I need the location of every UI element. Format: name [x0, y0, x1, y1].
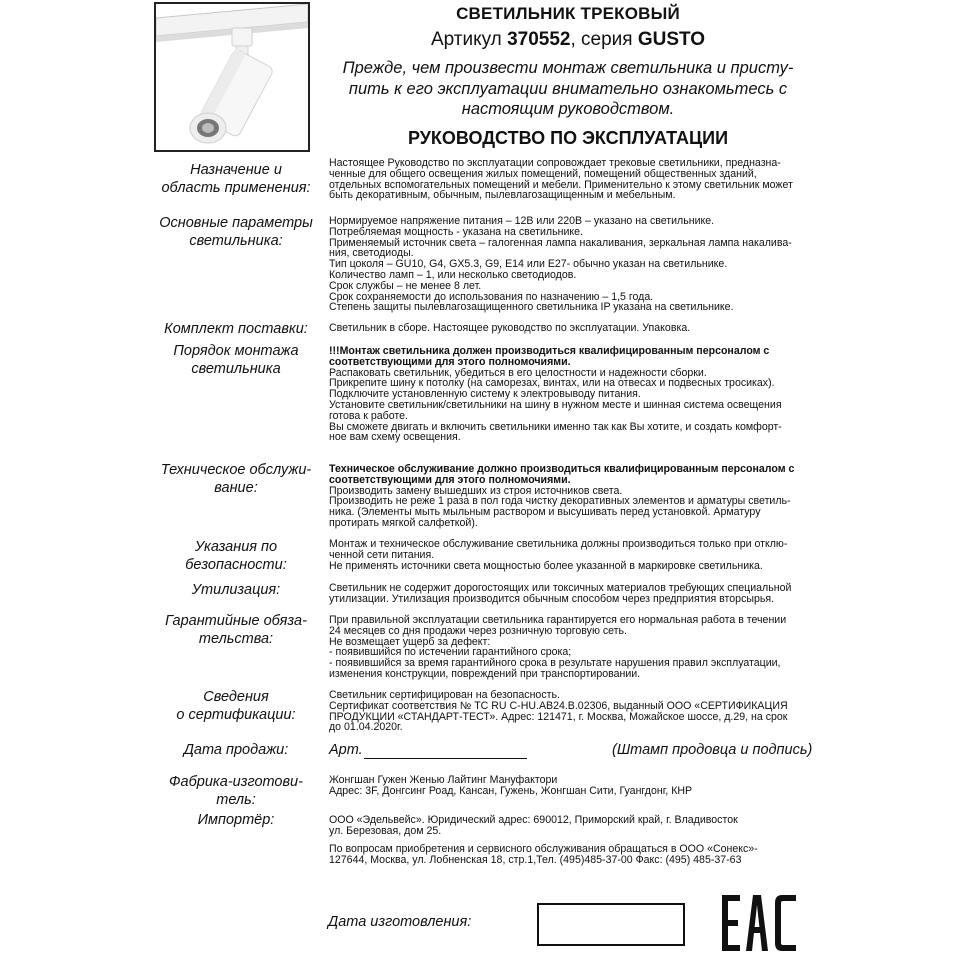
eac-mark — [720, 893, 800, 953]
intro-text — [322, 58, 814, 120]
safety-text: Монтаж и техническое обслуживание светильника должны производиться только при отклю- ченной сети питания. Не применять источники света мощностью более указанной в маркировке светильника. — [329, 538, 788, 572]
manual-title: РУКОВОДСТВО ПО ЭКСПЛУАТАЦИИ — [407, 128, 729, 148]
track-light-illustration — [156, 4, 308, 150]
kit-text: Светильник в сборе. Настоящее руководство по эксплуатации. Упаковка. — [329, 322, 691, 334]
purpose-text: Настоящее Руководство по эксплуатации сопровождает трековые светильники, предназна- ченные для общего освещения жилых помещений, помещений общественных зданий, отдельных вспомогательных помещений и мебели. Применительно к этому светильник может быть декоративным, обычным, пылевлагозащищенным и мебельным. — [329, 157, 793, 202]
service-contact-text: По вопросам приобретения и сервисного обслуживания обращаться в ООО «Сонекс»- 127644, Москва, ул. Лобненская 18, стр.1,Тел. (495)485-37-00 Факс: (495) 485-37-63 — [329, 843, 758, 866]
article-number: 370552 — [507, 29, 571, 50]
article-line — [318, 29, 818, 51]
disposal-text: Светильник не содержит дорогостоящих или токсичных материалов требующих специальной утилизации. Утилизация производится обычным способом через предприятия вторсырья. — [329, 582, 792, 605]
seller-stamp-note: (Штамп продовца и подпись) — [612, 742, 813, 758]
article-field-label: Арт. — [329, 742, 363, 758]
manufacture-date-label: Дата изготовления: — [328, 914, 472, 930]
disposal-label: Утилизация: — [191, 582, 281, 598]
importer-label: Импортёр: — [197, 812, 275, 828]
intro-line: настоящим руководством. — [461, 100, 675, 118]
certification-label: Сведения о сертификации: — [176, 689, 296, 723]
maintenance-text: Техническое обслуживание должно производиться квалифицированным персоналом с соответствующими для этого полномочиями. Производить замену вышедших из строя источников света. Производить не реже 1 раза в пол года чистку декоративных элементов и арматуры светиль- ника. (Элементы мыть мыльным раствором и высушивать перед установкой. Арматуру протирать мягкой салфеткой). — [329, 463, 795, 529]
kit-label: Комплект поставки: — [164, 321, 308, 337]
article-field-line — [364, 758, 527, 759]
mounting-text: !!!Монтаж светильника должен производиться квалифицированным персоналом с соответствующими для этого полномочиями. Распаковать светильник, убедиться в его целостности и надежности сборки. Прикрепите шину к потолку (на саморезах, винтах, или на отвесах и подвесных тросиках). Подключите установленную систему к электровыводу питания. Установите светильник/светильники на шину в нужном месте и шинная система освещения готова к работе. Вы сможете двигать и включить светильники именно так как Вы хотите, и создать комфорт- ное вам схему освещения. — [329, 345, 782, 444]
intro-line: Прежде, чем произвести монтаж светильника и присту- — [342, 59, 794, 77]
warranty-text: При правильной эксплуатации светильника гарантируется его нормальная работа в течении 24 месяцев со дня продажи через розничную торговую сеть. Не возмещает ущерб за дефект: - появившийся по истечении гарантийного срока; - появившийся за время гарантийного срока в результате нарушения правил эксплуатации, изменения конструкции, повреждений при транспортировании. — [329, 614, 787, 680]
safety-label: Указания по безопасности: — [185, 539, 287, 573]
factory-text: Жонгшан Гужен Женью Лайтинг Мануфактори Адрес: 3F, Донгсинг Роад, Кансан, Гужень, Жонгшан Сити, Гуангдонг, КНР — [329, 774, 693, 797]
product-photo — [154, 2, 310, 152]
params-text: Нормируемое напряжение питания – 12В или 220В – указано на светильнике. Потребляемая мощность - указана на светильнике. Применяемый источник света – галогенная лампа накаливания, зеркальная лампа накалива- ния, светодиоды. Тип цоколя – GU10, G4, GX5.3, G9, E14 или E27- обычно указан на светильнике. Количество ламп – 1, или несколько светодиодов. Срок службы – не менее 8 лет. Срок сохраняемости до использования по назначению – 1,5 года. Степень защиты пылевлагозащищенного светильника IP указана на светильнике. — [329, 215, 792, 314]
sale-date-label: Дата продажи: — [183, 742, 289, 758]
series-prefix: , серия — [570, 29, 638, 50]
product-title: СВЕТИЛЬНИК ТРЕКОВЫЙ — [456, 4, 680, 23]
eac-logo-icon — [720, 893, 800, 953]
factory-label: Фабрика-изготови- тель: — [169, 774, 303, 808]
params-label: Основные параметры светильника: — [159, 215, 313, 249]
purpose-label: Назначение и область применения: — [161, 162, 311, 196]
mounting-label: Порядок монтажа светильника — [173, 343, 299, 377]
manufacture-date-box — [537, 903, 685, 946]
intro-line: пить к его эксплуатации внимательно ознакомьтесь с — [348, 79, 788, 98]
maintenance-label: Техническое обслужи- вание: — [160, 462, 312, 496]
certification-text: Светильник сертифицирован на безопасность. Сертификат соответствия № TC RU C-HU.AB24.B.02306, выданный ООО «СЕРТИФИКАЦИЯ ПРОДУКЦИИ «СТАНДАРТ-ТЕСТ». Адрес: 121471, г. Москва, Можайское шоссе, д.29, на срок до 01.04.2020г. — [329, 689, 788, 734]
warranty-label: Гарантийные обяза- тельства: — [165, 613, 307, 647]
importer-text: ООО «Эдельвейс». Юридический адрес: 690012, Приморский край, г. Владивосток ул. Березовая, дом 25. — [329, 814, 738, 837]
series-name: GUSTO — [637, 29, 706, 50]
article-prefix: Артикул — [430, 29, 508, 50]
